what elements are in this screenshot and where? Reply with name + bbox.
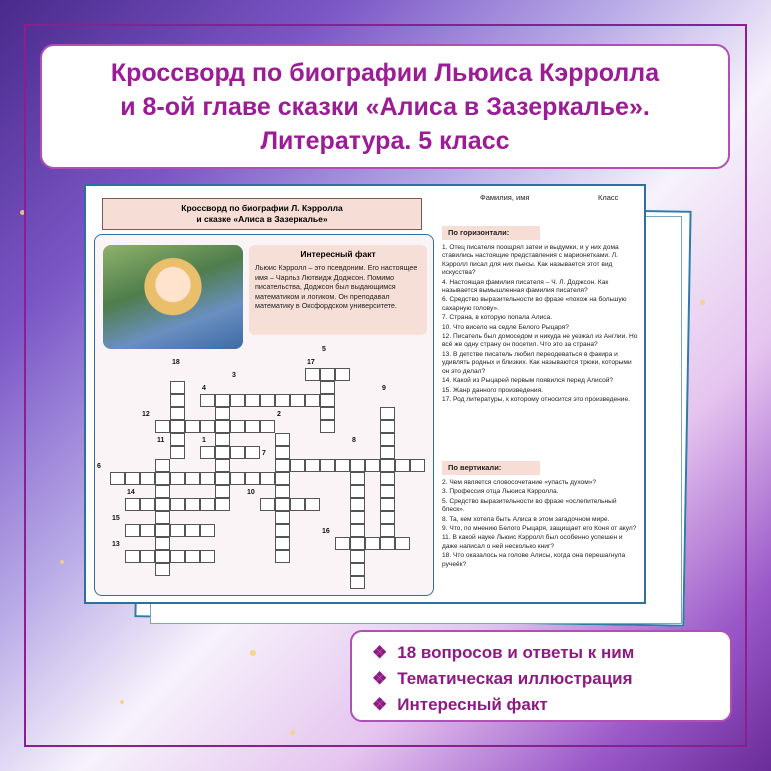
grid-cell[interactable]: [155, 524, 170, 537]
across-header: По горизонтали:: [442, 226, 540, 240]
grid-cell[interactable]: [395, 537, 410, 550]
clue-number: 1: [202, 437, 206, 444]
grid-cell[interactable]: [140, 472, 155, 485]
grid-cell[interactable]: [320, 407, 335, 420]
clue-number: 6: [97, 463, 101, 470]
grid-cell[interactable]: [170, 381, 185, 394]
grid-cell[interactable]: [380, 472, 395, 485]
grid-cell[interactable]: [170, 550, 185, 563]
grid-cell[interactable]: [350, 459, 365, 472]
clue-item: 10. Что висело на седле Белого Рыцаря?: [442, 323, 569, 331]
grid-cell[interactable]: [305, 368, 320, 381]
feature-label: 18 вопросов и ответы к ним: [397, 643, 635, 662]
clue-item: 8. Та, кем хотела быть Алиса в этом загадочном мире.: [442, 515, 610, 523]
clue-number: 15: [112, 515, 120, 522]
grid-cell[interactable]: [230, 420, 245, 433]
grid-cell[interactable]: [170, 446, 185, 459]
grid-cell[interactable]: [215, 459, 230, 472]
alice-illustration: [103, 245, 243, 349]
clue-item: 15. Жанр данного произведения.: [442, 386, 543, 394]
grid-cell[interactable]: [155, 563, 170, 576]
fact-title: Интересный факт: [300, 249, 376, 259]
clue-number: 13: [112, 541, 120, 548]
clue-item: 13. В детстве писатель любил переодеваться в факира и удивлять родных и близких. Как называются трюки, которыми он это делал?: [442, 350, 632, 375]
grid-cell[interactable]: [275, 511, 290, 524]
frame-left: [24, 24, 26, 747]
grid-cell[interactable]: [380, 537, 395, 550]
grid-cell[interactable]: [200, 550, 215, 563]
grid-cell[interactable]: [215, 446, 230, 459]
clue-item: 18. Что оказалось на голове Алисы, когда она перешагнула ручеёк?: [442, 552, 626, 568]
name-label: Фамилия, имя: [480, 193, 530, 202]
grid-cell[interactable]: [320, 381, 335, 394]
feature-label: Интересный факт: [397, 695, 548, 714]
grid-cell[interactable]: [380, 407, 395, 420]
grid-cell[interactable]: [185, 420, 200, 433]
grid-cell[interactable]: [125, 472, 140, 485]
feature-item: [372, 692, 710, 718]
grid-cell[interactable]: [335, 368, 350, 381]
grid-cell[interactable]: [260, 472, 275, 485]
grid-cell[interactable]: [350, 472, 365, 485]
grid-cell[interactable]: [350, 485, 365, 498]
grid-cell[interactable]: [245, 446, 260, 459]
clues-panel: [436, 194, 642, 598]
grid-cell[interactable]: [350, 563, 365, 576]
fact-text: Льюис Кэрролл – это псевдоним. Его настоящее имя – Чарльз Лютвидж Доджсон. Помимо писательства, Доджсон был выдающимся математиком и логиком. Он преподавал математику в Оксфордском университете.: [255, 263, 418, 310]
grid-cell[interactable]: [260, 498, 275, 511]
clue-number: 17: [307, 359, 315, 366]
grid-cell[interactable]: [380, 459, 395, 472]
grid-cell[interactable]: [290, 498, 305, 511]
grid-cell[interactable]: [365, 537, 380, 550]
grid-cell[interactable]: [260, 394, 275, 407]
grid-cell[interactable]: [200, 524, 215, 537]
across-clues: [442, 244, 638, 405]
grid-cell[interactable]: [215, 394, 230, 407]
grid-cell[interactable]: [350, 537, 365, 550]
frame-top: [24, 24, 747, 26]
grid-cell[interactable]: [350, 511, 365, 524]
clue-number: 2: [277, 411, 281, 418]
clue-number: 14: [127, 489, 135, 496]
grid-cell[interactable]: [350, 498, 365, 511]
grid-cell[interactable]: [230, 394, 245, 407]
bullet-icon: ❖: [372, 695, 388, 714]
grid-cell[interactable]: [275, 524, 290, 537]
grid-cell[interactable]: [275, 472, 290, 485]
clue-item: 14. Какой из Рыцарей первым появился перед Алисой?: [442, 377, 614, 385]
grid-cell[interactable]: [155, 550, 170, 563]
worksheet-title: [102, 198, 422, 230]
grid-cell[interactable]: [230, 446, 245, 459]
grid-cell[interactable]: [365, 459, 380, 472]
clue-number: 4: [202, 385, 206, 392]
grid-cell[interactable]: [215, 498, 230, 511]
grid-cell[interactable]: [170, 407, 185, 420]
grid-cell[interactable]: [380, 511, 395, 524]
grid-cell[interactable]: [215, 472, 230, 485]
clue-number: 7: [262, 450, 266, 457]
grid-cell[interactable]: [185, 498, 200, 511]
grid-cell[interactable]: [200, 394, 215, 407]
grid-cell[interactable]: [290, 394, 305, 407]
clue-item: 7. Страна, в которую попала Алиса.: [442, 314, 553, 322]
clue-number: 10: [247, 489, 255, 496]
grid-cell[interactable]: [305, 394, 320, 407]
frame-bottom: [24, 745, 747, 747]
grid-cell[interactable]: [305, 498, 320, 511]
clue-number: 5: [322, 346, 326, 353]
grid-cell[interactable]: [215, 485, 230, 498]
sparkle: [290, 730, 295, 735]
grid-cell[interactable]: [410, 459, 425, 472]
title-line-2: и 8-ой главе сказки «Алиса в Зазеркалье».: [120, 92, 650, 121]
grid-cell[interactable]: [140, 524, 155, 537]
grid-cell[interactable]: [260, 420, 275, 433]
grid-cell[interactable]: [275, 485, 290, 498]
clue-item: 4. Настоящая фамилия писателя – Ч. Л. Доджсон. Как называется вымышленная фамилия писателя?: [442, 278, 609, 295]
grid-cell[interactable]: [245, 420, 260, 433]
grid-cell[interactable]: [170, 420, 185, 433]
grid-cell[interactable]: [155, 485, 170, 498]
bullet-icon: ❖: [372, 643, 388, 662]
grid-cell[interactable]: [275, 550, 290, 563]
clue-number: 16: [322, 528, 330, 535]
grid-cell[interactable]: [170, 472, 185, 485]
title-line-1: Кроссворд по биографии Льюиса Кэрролла: [110, 58, 660, 87]
clue-item: 1. Отец писателя поощрял затеи и выдумки, и у них дома ставились настоящие представления с марионетками. Л. Кэрролл писал для них пьесы. Как называется этот вид искусства?: [442, 244, 619, 277]
grid-cell[interactable]: [380, 485, 395, 498]
grid-cell[interactable]: [155, 472, 170, 485]
feature-item: [372, 666, 710, 692]
sparkle: [250, 650, 256, 656]
grid-cell[interactable]: [170, 394, 185, 407]
grid-cell[interactable]: [155, 511, 170, 524]
grid-cell[interactable]: [140, 498, 155, 511]
clue-number: 11: [157, 437, 165, 444]
worksheet-page: [84, 184, 646, 604]
clue-number: 18: [172, 359, 180, 366]
grid-cell[interactable]: [380, 446, 395, 459]
grid-cell[interactable]: [185, 550, 200, 563]
sparkle: [120, 700, 124, 704]
grid-cell[interactable]: [200, 420, 215, 433]
grid-cell[interactable]: [245, 394, 260, 407]
class-label: Класс: [598, 193, 619, 202]
worksheet-title-line-2: и сказке «Алиса в Зазеркалье»: [196, 214, 328, 224]
grid-cell[interactable]: [230, 472, 245, 485]
grid-cell[interactable]: [335, 459, 350, 472]
grid-cell[interactable]: [320, 420, 335, 433]
grid-cell[interactable]: [215, 433, 230, 446]
grid-cell[interactable]: [125, 550, 140, 563]
grid-cell[interactable]: [155, 498, 170, 511]
down-clues: [442, 479, 638, 570]
grid-cell[interactable]: [155, 459, 170, 472]
grid-cell[interactable]: [380, 420, 395, 433]
grid-cell[interactable]: [275, 537, 290, 550]
clue-item: 2. Чем является словосочетание «упасть духом»?: [442, 479, 597, 486]
grid-cell[interactable]: [380, 433, 395, 446]
grid-cell[interactable]: [245, 472, 260, 485]
grid-cell[interactable]: [155, 537, 170, 550]
grid-cell[interactable]: [200, 472, 215, 485]
grid-cell[interactable]: [185, 472, 200, 485]
down-header: По вертикали:: [442, 461, 540, 475]
grid-cell[interactable]: [350, 550, 365, 563]
grid-cell[interactable]: [200, 498, 215, 511]
grid-cell[interactable]: [125, 524, 140, 537]
grid-cell[interactable]: [380, 498, 395, 511]
clue-number: 9: [382, 385, 386, 392]
grid-cell[interactable]: [275, 446, 290, 459]
grid-cell[interactable]: [170, 524, 185, 537]
clue-item: 6. Средство выразительности во фразе «похож на большую сахарную голову».: [442, 296, 627, 312]
clue-item: 17. Род литературы, к которому относится это произведение.: [442, 395, 630, 403]
title-line-3: Литература. 5 класс: [260, 126, 510, 155]
grid-cell[interactable]: [275, 498, 290, 511]
grid-cell[interactable]: [395, 459, 410, 472]
feature-label: Тематическая иллюстрация: [397, 669, 633, 688]
sparkle: [700, 300, 705, 305]
grid-cell[interactable]: [275, 459, 290, 472]
fact-box: [249, 245, 427, 335]
grid-cell[interactable]: [275, 433, 290, 446]
sparkle: [60, 560, 64, 564]
grid-cell[interactable]: [215, 407, 230, 420]
grid-cell[interactable]: [170, 498, 185, 511]
grid-cell[interactable]: [350, 576, 365, 589]
grid-cell[interactable]: [170, 433, 185, 446]
clue-number: 12: [142, 411, 150, 418]
grid-cell[interactable]: [320, 394, 335, 407]
crossword-panel: [94, 234, 434, 596]
grid-cell[interactable]: [335, 537, 350, 550]
grid-cell[interactable]: [215, 420, 230, 433]
clue-item: 12. Писатель был домоседом и никуда не уезжал из Англии. Но всё же одну страну он посетил. Что это за страна?: [442, 333, 638, 349]
grid-cell[interactable]: [350, 524, 365, 537]
grid-cell[interactable]: [185, 524, 200, 537]
grid-cell[interactable]: [320, 459, 335, 472]
clue-item: 11. В какой науке Льюис Кэрролл был особенно успешен и даже написал о ней несколько книг?: [442, 534, 623, 550]
features-box: [350, 630, 732, 722]
clue-item: 3. Профессия отца Льюиса Кэрролла.: [442, 488, 559, 496]
clue-item: 5. Средство выразительности во фразе «ослепительный блеск».: [442, 497, 617, 514]
clue-item: 9. Что, по мнению Белого Рыцаря, защищает его Коня от акул?: [442, 525, 637, 533]
grid-cell[interactable]: [140, 550, 155, 563]
feature-item: [372, 640, 710, 666]
grid-cell[interactable]: [110, 472, 125, 485]
grid-cell[interactable]: [380, 524, 395, 537]
title-banner: [40, 44, 730, 169]
grid-cell[interactable]: [155, 420, 170, 433]
worksheet-title-line-1: Кроссворд по биографии Л. Кэрролла: [181, 203, 343, 213]
grid-cell[interactable]: [275, 394, 290, 407]
grid-cell[interactable]: [200, 446, 215, 459]
grid-cell[interactable]: [320, 368, 335, 381]
clue-number: 8: [352, 437, 356, 444]
bullet-icon: ❖: [372, 669, 388, 688]
grid-cell[interactable]: [125, 498, 140, 511]
clue-number: 3: [232, 372, 236, 379]
frame-right: [745, 24, 747, 747]
grid-cell[interactable]: [305, 459, 320, 472]
grid-cell[interactable]: [290, 459, 305, 472]
